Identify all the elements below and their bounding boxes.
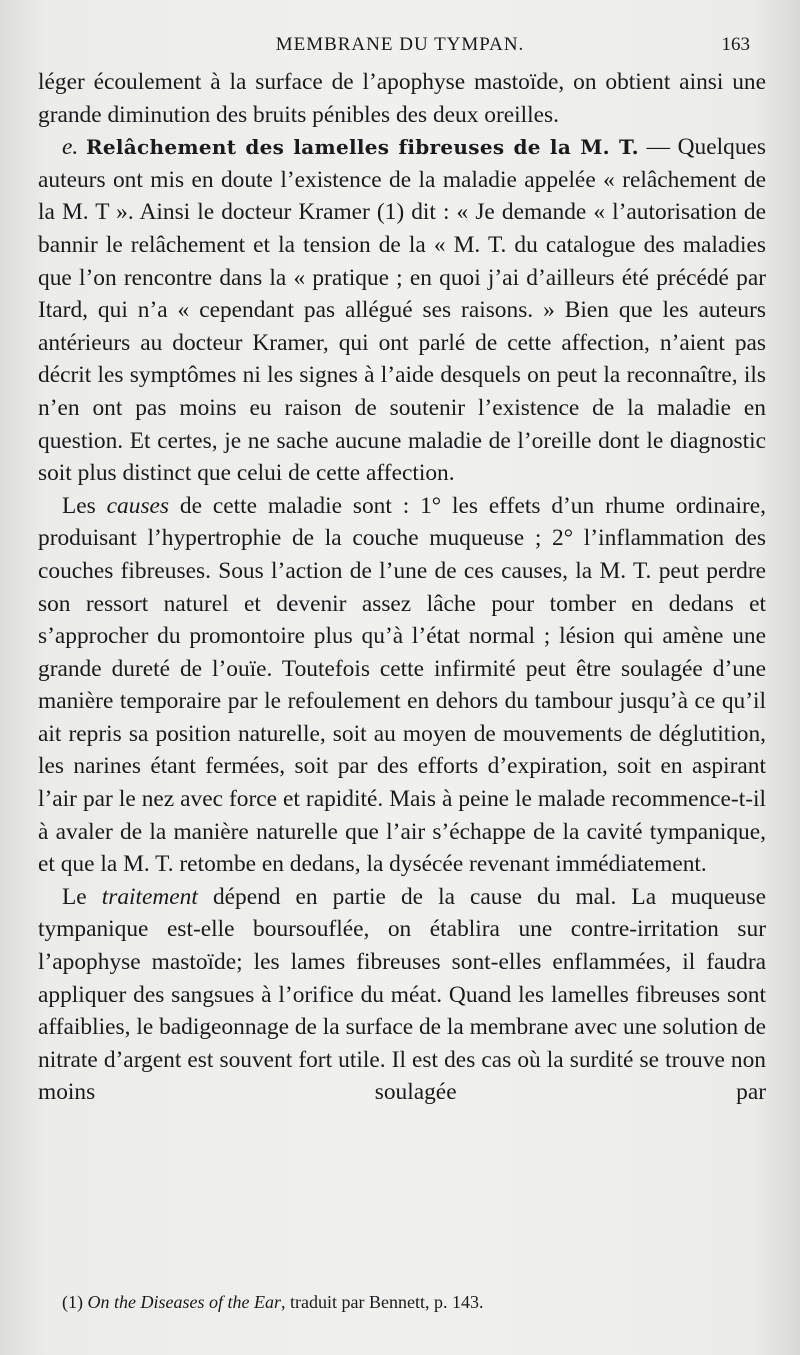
page-number: 163 (721, 34, 750, 55)
emphasis-traitement: traitement (101, 883, 198, 910)
paragraph-continuation (38, 66, 766, 131)
footnote-text: , traduit par Bennett, p. 143. (280, 1292, 484, 1312)
paragraph-text: Les (62, 492, 107, 519)
paragraph-section-e (38, 131, 766, 490)
paragraph-text: — Quelques auteurs ont mis en doute l’existence de la maladie appelée « relâchement de la M. T ». Ainsi le docteur Kramer (1) dit : « Je demande « l’autorisation de bannir le relâchement et la tension de la « M. T. du catalogue des maladies que l’on rencontre dans la « pratique ; en quoi j’ai d’ailleurs été précédé par Itard, qui n’a « cependant pas allégué ses raisons. » Bien que les auteurs antérieurs au docteur Kramer, qui ont parlé de cette affection, n’aient pas décrit les symptômes ni les signes à l’aide desquels on peut la reconnaître, ils n’en ont pas moins eu raison de soutenir l’existence de la maladie en question. Et certes, je ne sache aucune maladie de l’oreille dont le diagnostic soit plus distinct que celui de cette affection. (38, 134, 766, 487)
footnote-title: On the Diseases of the Ear (87, 1292, 281, 1312)
footnote (62, 1292, 760, 1313)
paragraph-causes (38, 490, 766, 881)
paragraph-text: Le (62, 883, 102, 910)
paragraph-text: de cette maladie sont : 1° les effets d’un rhume ordinaire, produisant l’hypertrophie de la couche muqueuse ; 2° l’inflammation des couches fibreuses. Sous l’action de l’une de ces causes, la M. T. peut perdre son ressort naturel et devenir assez lâche pour tomber en dedans et s’approcher du promontoire plus qu’à l’état normal ; lésion qui amène une grande dureté de l’ouïe. Toutefois cette infirmité peut être soulagée d’une manière temporaire par le refoulement en dehors du tambour jusqu’à ce qu’il ait repris sa position naturelle, soit au moyen de mouvements de déglutition, les narines étant fermées, soit par des efforts d’expiration, soit en aspirant l’air par le nez avec force et rapidité. Mais à peine le malade recommence-t-il à avaler de la manière naturelle que l’air s’échappe de la cavité tympanique, et que la M. T. retombe en dedans, la dysécée revenant immédiatement. (38, 492, 767, 878)
section-label: e. (62, 134, 79, 161)
paragraph-text: léger écoulement à la surface de l’apophyse mastoïde, on obtient ainsi une grande diminution des bruits pénibles des deux oreilles. (38, 69, 766, 128)
paragraph-traitement (38, 881, 766, 1109)
page-header (40, 30, 760, 60)
body-text (38, 66, 766, 1109)
section-title: Relâchement des lamelles fibreuses de la M. T. (85, 135, 639, 160)
running-title: MEMBRANE DU TYMPAN. (275, 34, 525, 55)
footnote-mark: (1) (62, 1292, 88, 1312)
paragraph-text: dépend en partie de la cause du mal. La muqueuse tympanique est-elle boursouflée, on établira une contre-irritation sur l’apophyse mastoïde; les lames fibreuses sont-elles enflammées, il faudra appliquer des sangsues à l’orifice du méat. Quand les lamelles fibreuses sont affaiblies, le badigeonnage de la surface de la membrane avec une solution de nitrate d’argent est souvent fort utile. Il est des cas où la surdité se trouve non moins soulagée par (38, 883, 766, 1106)
emphasis-causes: causes (106, 492, 170, 519)
